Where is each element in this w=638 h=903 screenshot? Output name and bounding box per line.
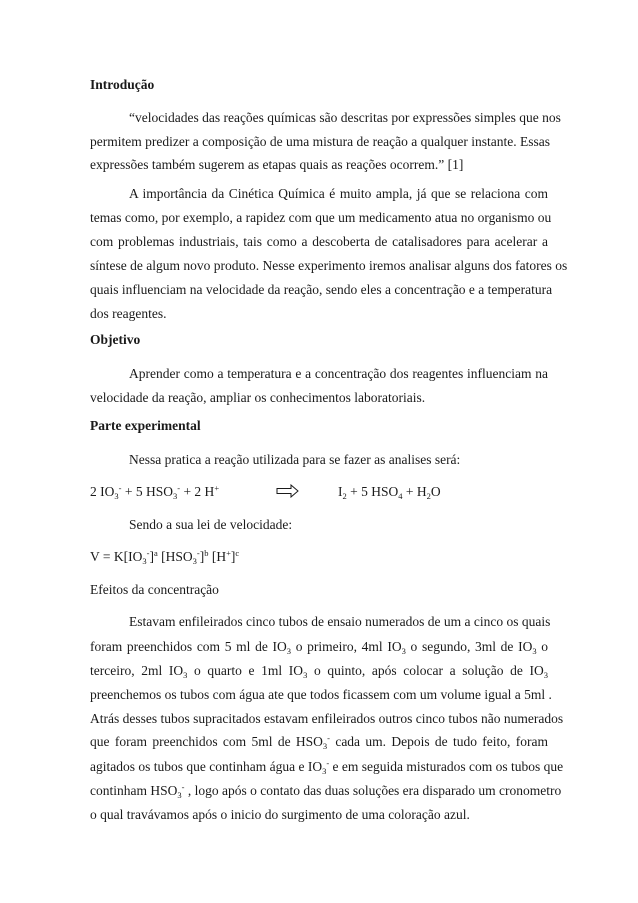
efeitos-heading: Efeitos da concentração <box>90 582 219 597</box>
reaction-arrow-icon <box>276 484 300 498</box>
intro-heading: Introdução <box>90 77 155 92</box>
reaction-reactants: 2 $IO_3^- + 5$ $HSO_3^- + 2$ H+ <box>90 483 220 501</box>
objetivo-line-1: Aprender como a temperatura e a concentração dos reagentes influenciam na <box>129 366 548 381</box>
intro-p2-line-3: com problemas industriais, tais como a descoberta de catalisadores para acelerar a <box>90 234 548 249</box>
reaction-products: $I_2 + 5$ $HSO_4 + H_2O$ <box>338 484 441 501</box>
efeitos-line-4: preenchemos os tubos com água ate que todos ficassem com um volume igual a 5ml . <box>90 687 552 702</box>
parte-heading: Parte experimental <box>90 418 201 433</box>
efeitos-line-2: foram preenchidos com 5 ml de $IO_3$ o primeiro, 4ml $IO_3$ o segundo, 3ml de $IO_3$ o <box>90 639 549 656</box>
efeitos-line-6: que foram preenchidos com 5ml de $HSO_3^-$ cada um. Depois de tudo feito, foram <box>90 733 548 751</box>
rate-law: $V = K[IO_3^-]^a$ $[HSO_3^-]^b$ $[H^+]^c$ <box>90 548 240 566</box>
efeitos-line-5: Atrás desses tubos supracitados estavam enfileirados outros cinco tubos não numerados <box>90 711 564 726</box>
intro-p2-line-4: síntese de algum novo produto. Nesse experimento iremos analisar alguns dos fatores os <box>90 258 568 273</box>
intro-p2-line-2: temas como, por exemplo, a rapidez com que um medicamento atua no organismo ou <box>90 210 552 225</box>
efeitos-line-3: terceiro, 2ml $IO_3$ o quarto e 1ml $IO_3$ o quinto, após colocar a solução de $IO_3$ <box>90 663 548 680</box>
efeitos-line-7: agitados os tubos que continham água e $IO_3^-$ e em seguida misturados com os tubos que <box>90 758 564 776</box>
intro-p1-line-2: permitem predizer a composição de uma mistura de reação a qualquer instante. Essas <box>90 134 550 149</box>
objetivo-heading: Objetivo <box>90 332 141 347</box>
objetivo-line-2: velocidade da reação, ampliar os conhecimentos laboratoriais. <box>90 390 426 405</box>
intro-p1-line-1: “velocidades das reações químicas são descritas por expressões simples que nos <box>129 110 561 125</box>
efeitos-line-9: o qual travávamos após o inicio do surgimento de uma coloração azul. <box>90 807 470 822</box>
efeitos-line-1: Estavam enfileirados cinco tubos de ensaio numerados de um a cinco os quais <box>129 614 551 629</box>
intro-p2-line-6: dos reagentes. <box>90 306 167 321</box>
intro-p1-line-3: expressões também sugerem as etapas quais as reações ocorrem.” [1] <box>90 157 464 172</box>
intro-p2-line-1: A importância da Cinética Química é muito ampla, já que se relaciona com <box>129 186 548 201</box>
intro-p2-line-5: quais influenciam na velocidade da reação, sendo eles a concentração e a temperatura <box>90 282 553 297</box>
efeitos-line-8: continham $HSO_3^-$ , logo após o contato das duas soluções era disparado um cronometro <box>90 782 562 800</box>
parte-intro: Nessa pratica a reação utilizada para se fazer as analises será: <box>129 452 461 467</box>
law-intro: Sendo a sua lei de velocidade: <box>129 517 293 532</box>
